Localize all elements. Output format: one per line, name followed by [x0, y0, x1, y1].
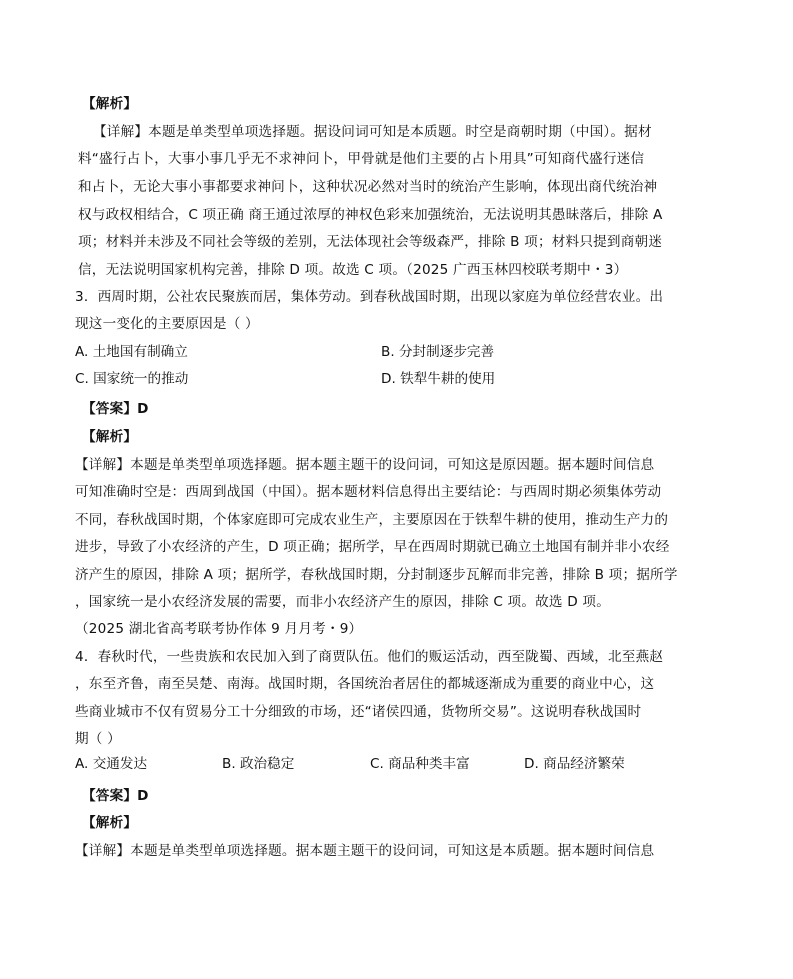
analysis-heading: 【解析】: [82, 815, 138, 831]
detail-line: 济产生的原因，排除 A 项；据所学，春秋战国时期，分封制逐步瓦解而非完善，排除 B 项；据所学: [75, 567, 678, 583]
detail-line: 信，无法说明国家机构完善，排除 D 项。故选 C 项。（2025 广西玉林四校联考期中・3）: [78, 262, 628, 278]
detail-line: 料“盛行占卜，大事小事几乎无不求神问卜，甲骨就是他们主要的占卜用具”可知商代盛行迷信: [78, 151, 645, 167]
analysis-heading: 【解析】: [82, 429, 138, 445]
question-3-option-d: D. 铁犁牛耕的使用: [381, 371, 496, 387]
detail-line: 不同，春秋战国时期，个体家庭即可完成农业生产，主要原因在于铁犁牛耕的使用，推动生产力的: [75, 512, 669, 528]
detail-line: 【详解】本题是单类型单项选择题。据本题主题干的设问词，可知这是原因题。据本题时间信息: [75, 457, 655, 473]
detail-line: ，国家统一是小农经济发展的需要，而非小农经济产生的原因，排除 C 项。故选 D 项。: [75, 594, 611, 610]
question-4-option-d: D. 商品经济繁荣: [524, 756, 625, 772]
question-3-option-b: B. 分封制逐步完善: [381, 344, 495, 360]
question-source: （2025 湖北省高考联考协作体 9 月月考・9）: [75, 621, 363, 637]
question-3-option-c: C. 国家统一的推动: [75, 371, 189, 387]
detail-line: 权与政权相结合，C 项正确 商王通过浓厚的神权色彩来加强统治，无法说明其愚昧落后，排除 A: [78, 207, 663, 223]
question-4-stem: 期（ ）: [75, 731, 121, 747]
detail-line: 可知准确时空是：西周到战国（中国）。据本题材料信息得出主要结论：与西周时期必须集体劳动: [75, 484, 662, 500]
answer-label: 【答案】D: [82, 401, 149, 417]
question-4-stem: ，东至齐鲁，南至吴楚、南海。战国时期，各国统治者居住的都城逐渐成为重要的商业中心，这: [75, 676, 655, 692]
question-3-option-a: A. 土地国有制确立: [75, 344, 188, 360]
question-4-option-c: C. 商品种类丰富: [370, 756, 470, 772]
question-4-option-b: B. 政治稳定: [222, 756, 295, 772]
question-3-stem: 现这一变化的主要原因是（ ）: [75, 316, 259, 332]
question-3-stem: 3．西周时期，公社农民聚族而居，集体劳动。到春秋战国时期，出现以家庭为单位经营农业。出: [75, 289, 664, 305]
detail-line: 项；材料并未涉及不同社会等级的差别，无法体现社会等级森严，排除 B 项；材料只提到商朝迷: [78, 234, 663, 250]
detail-line: 【详解】本题是单类型单项选择题。据设问词可知是本质题。时空是商朝时期（中国）。据材: [93, 124, 652, 140]
answer-label: 【答案】D: [82, 788, 149, 804]
analysis-heading: 【解析】: [82, 96, 138, 112]
question-4-option-a: A. 交通发达: [75, 756, 148, 772]
detail-line: 和占卜，无论大事小事都要求神问卜，这种状况必然对当时的统治产生影响，体现出商代统治神: [78, 179, 658, 195]
question-4-stem: 些商业城市不仅有贸易分工十分细致的市场，还“诸侯四通，货物所交易”。这说明春秋战国时: [75, 704, 642, 720]
detail-line: 进步，导致了小农经济的产生，D 项正确；据所学，早在西周时期就已确立土地国有制并非小农经: [75, 539, 670, 555]
question-4-stem: 4．春秋时代，一些贵族和农民加入到了商贾队伍。他们的贩运活动，西至陇蜀、西域，北至燕赵: [75, 649, 664, 665]
detail-line: 【详解】本题是单类型单项选择题。据本题主题干的设问词，可知这是本质题。据本题时间信息: [75, 843, 655, 859]
